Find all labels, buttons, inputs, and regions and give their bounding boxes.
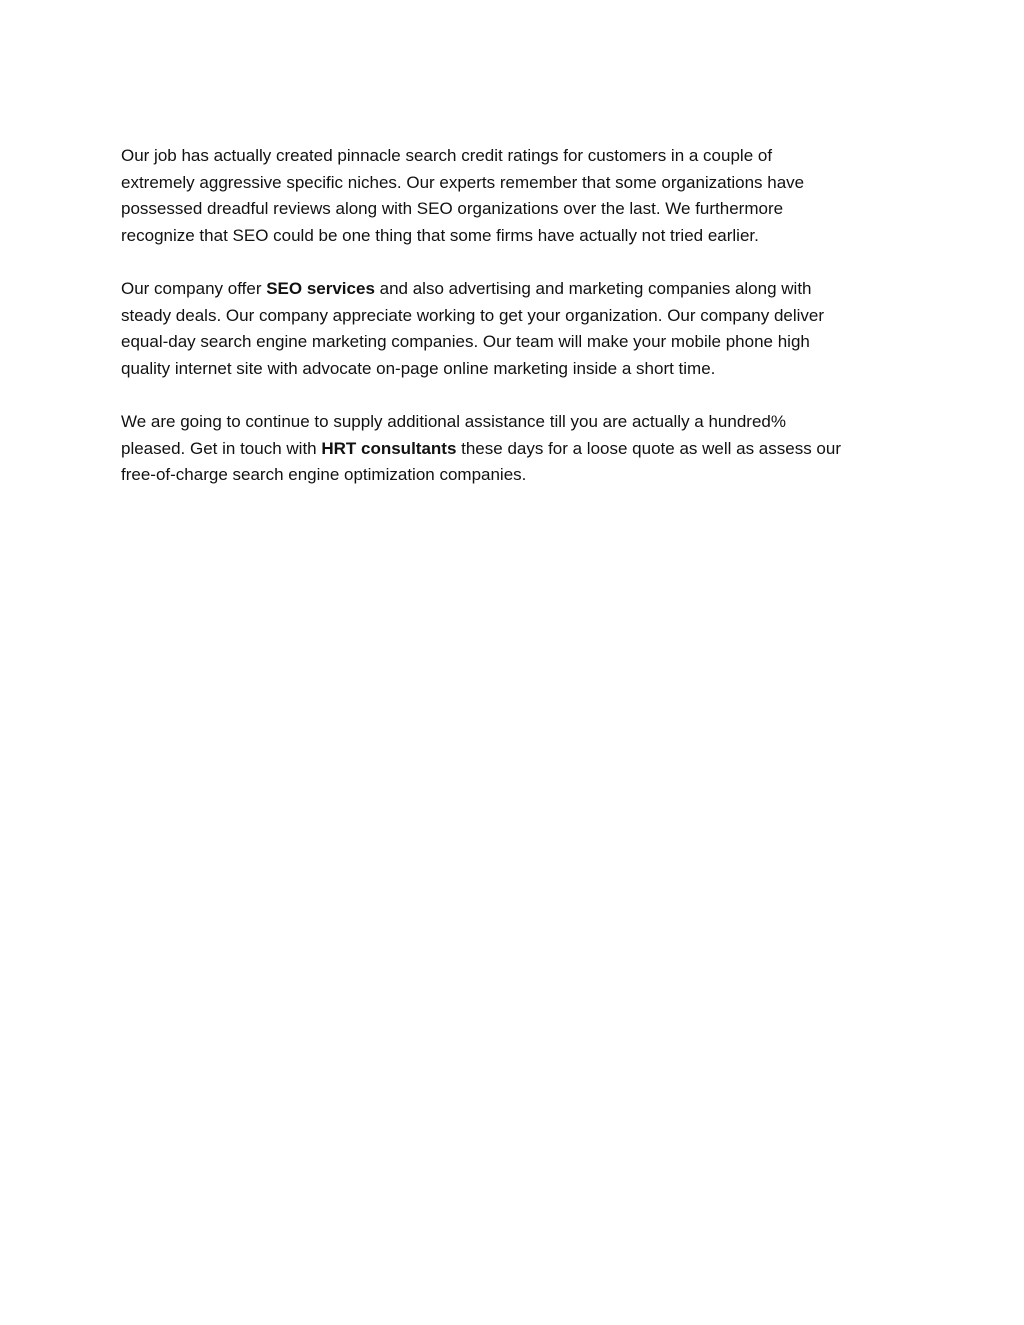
paragraph-2-line-1 bbox=[121, 276, 901, 303]
paragraph-3-line-2 bbox=[121, 436, 901, 463]
seo-services-bold-text: SEO services bbox=[266, 279, 375, 298]
paragraph-2-line-3: equal-day search engine marketing companies. Our team will make your mobile phone high bbox=[121, 332, 810, 351]
paragraph-3-line-3: free-of-charge search engine optimization companies. bbox=[121, 465, 527, 484]
paragraph-3-line-1: We are going to continue to supply additional assistance till you are actually a hundred% bbox=[121, 412, 786, 431]
paragraph-1 bbox=[121, 143, 901, 249]
hrt-consultants-bold-text: HRT consultants bbox=[321, 438, 457, 458]
paragraph-2 bbox=[121, 276, 901, 382]
paragraph-2-line-2: steady deals. Our company appreciate working to get your organization. Our company deliver bbox=[121, 305, 825, 325]
paragraph-1-line-3: possessed dreadful reviews along with SEO organizations over the last. We furthermore bbox=[121, 199, 784, 218]
paragraph-2-text-after-bold: and also advertising and marketing companies along with bbox=[374, 279, 812, 298]
paragraph-3 bbox=[121, 409, 901, 489]
paragraph-1-line-4: recognize that SEO could be one thing that some firms have actually not tried earlier. bbox=[121, 225, 759, 245]
paragraph-3-text-after-bold: these days for a loose quote as well as assess our bbox=[456, 438, 842, 458]
paragraph-1-line-1: Our job has actually created pinnacle search credit ratings for customers in a couple of bbox=[121, 146, 773, 165]
paragraph-2-text-before-bold: Our company offer bbox=[121, 279, 267, 298]
paragraph-3-text-before-bold: pleased. Get in touch with bbox=[121, 438, 322, 458]
document-body bbox=[121, 143, 901, 516]
paragraph-2-line-4: quality internet site with advocate on-page online marketing inside a short time. bbox=[121, 358, 716, 378]
paragraph-1-line-2: extremely aggressive specific niches. Our experts remember that some organizations have bbox=[121, 172, 805, 192]
